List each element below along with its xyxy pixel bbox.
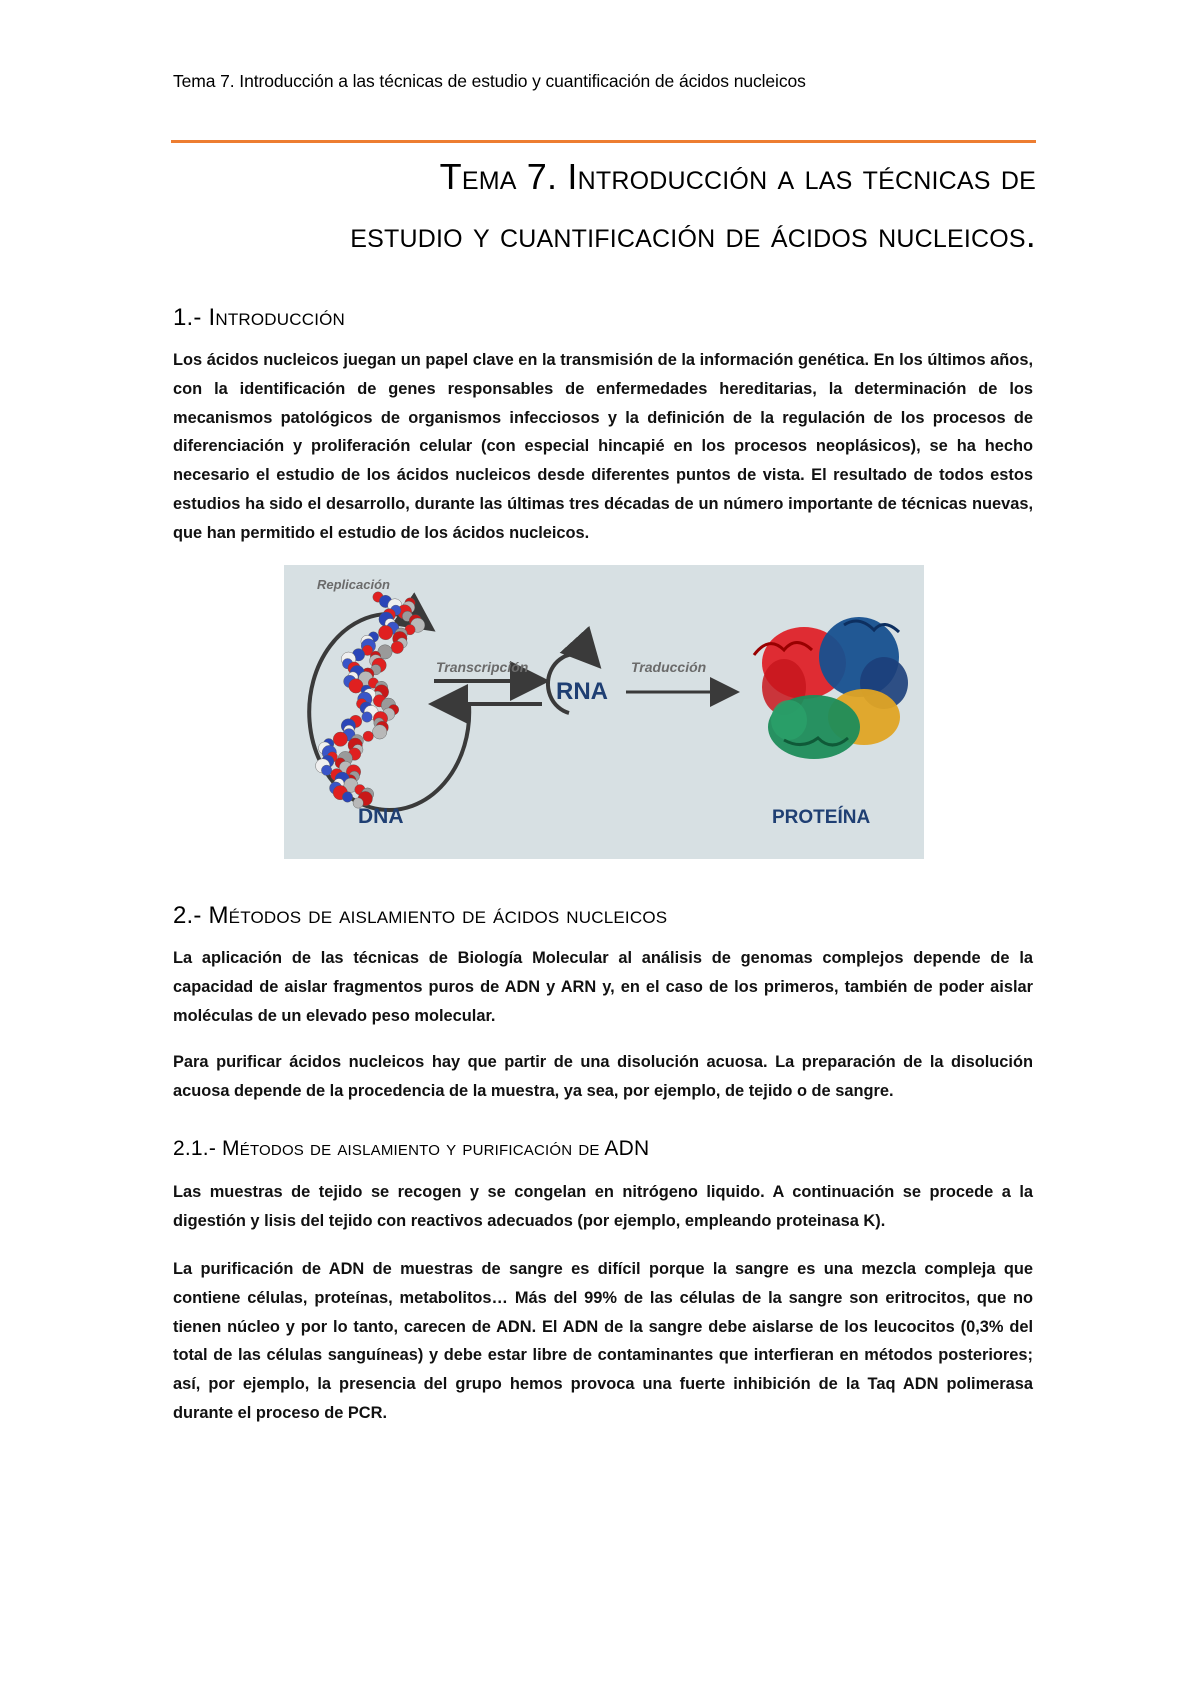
- dna-atom: [373, 725, 387, 739]
- replication-label: Replicación: [317, 577, 390, 592]
- dna-atom: [342, 792, 352, 802]
- dna-atom: [333, 732, 347, 746]
- dna-atom: [362, 712, 372, 722]
- section-2-paragraph-2: Para purificar ácidos nucleicos hay que partir de una disolución acuosa. La preparación de la disolución acuosa depende de la procedencia de la muestra, ya sea, por ejemplo, de tejido o de sangre.: [173, 1053, 1033, 1100]
- translation-label: Traducción: [631, 659, 707, 675]
- dna-label: DNA: [358, 805, 404, 828]
- dna-atom: [363, 731, 373, 741]
- section-2-1-heading: 2.1.- Métodos de aislamiento y purificación de ADN: [173, 1137, 650, 1160]
- document-title: [171, 148, 1036, 264]
- section-2-1-paragraph-1: Las muestras de tejido se recogen y se congelan en nitrógeno liquido. A continuación se procede a la digestión y lisis del tejido con reactivos adecuados (por ejemplo, empleando proteinasa K).: [173, 1183, 1033, 1230]
- section-2-1-paragraph-2: La purificación de ADN de muestras de sangre es difícil porque la sangre es una mezcla compleja que contiene células, proteínas, metabolitos… Más del 99% de las células de la sangre son eritrocitos, que no tienen núcleo y por lo tanto, carecen de ADN. El ADN de la sangre debe aislarse de los leucocitos (0,3% del total de las células sanguíneas) y debe estar libre de contaminantes que interfieran en métodos posteriores; así, por ejemplo, la presencia del grupo hemos provoca una fuerte inhibición de la Taq ADN polimerasa durante el proceso de PCR.: [173, 1260, 1033, 1422]
- section-2-paragraph-1: La aplicación de las técnicas de Biología Molecular al análisis de genomas complejos depende de la capacidad de aislar fragmentos puros de ADN y ARN y, en el caso de los primeros, también de poder aislar moléculas de un elevado peso molecular.: [173, 949, 1033, 1025]
- dna-molecule: [316, 592, 425, 808]
- title-line-2: estudio y cuantificación de ácidos nucleicos.: [350, 214, 1036, 255]
- rna-label: RNA: [556, 678, 608, 705]
- section-1-heading: 1.- Introducción: [173, 304, 346, 331]
- central-dogma-diagram: [284, 565, 924, 859]
- transcription-label: Transcripción: [436, 659, 529, 675]
- header-rule: [171, 140, 1036, 143]
- section-2-heading: 2.- Métodos de aislamiento de ácidos nucleicos: [173, 902, 668, 929]
- protein-label: PROTEÍNA: [772, 807, 871, 828]
- central-dogma-figure: [284, 565, 924, 859]
- dna-atom: [391, 641, 403, 653]
- running-header: Tema 7. Introducción a las técnicas de estudio y cuantificación de ácidos nucleicos: [173, 71, 806, 91]
- section-1-paragraph: Los ácidos nucleicos juegan un papel clave en la transmisión de la información genética. En los últimos años, con la identificación de genes responsables de enfermedades hereditarias, la determinación de los mecanismos patológicos de organismos infecciosos y la definición de la regulación de los procesos de diferenciación y proliferación celular (con especial hincapié en los procesos neoplásicos), se ha hecho necesario el estudio de los ácidos nucleicos desde diferentes puntos de vista. El resultado de todos estos estudios ha sido el desarrollo, durante las últimas tres décadas de un número importante de técnicas nuevas, que han permitido el estudio de los ácidos nucleicos.: [173, 351, 1033, 542]
- dna-atom: [321, 765, 331, 775]
- dna-atom: [378, 625, 392, 639]
- protein-structure: [754, 617, 908, 759]
- title-line-1: Tema 7. Introducción a las técnicas de: [439, 156, 1036, 197]
